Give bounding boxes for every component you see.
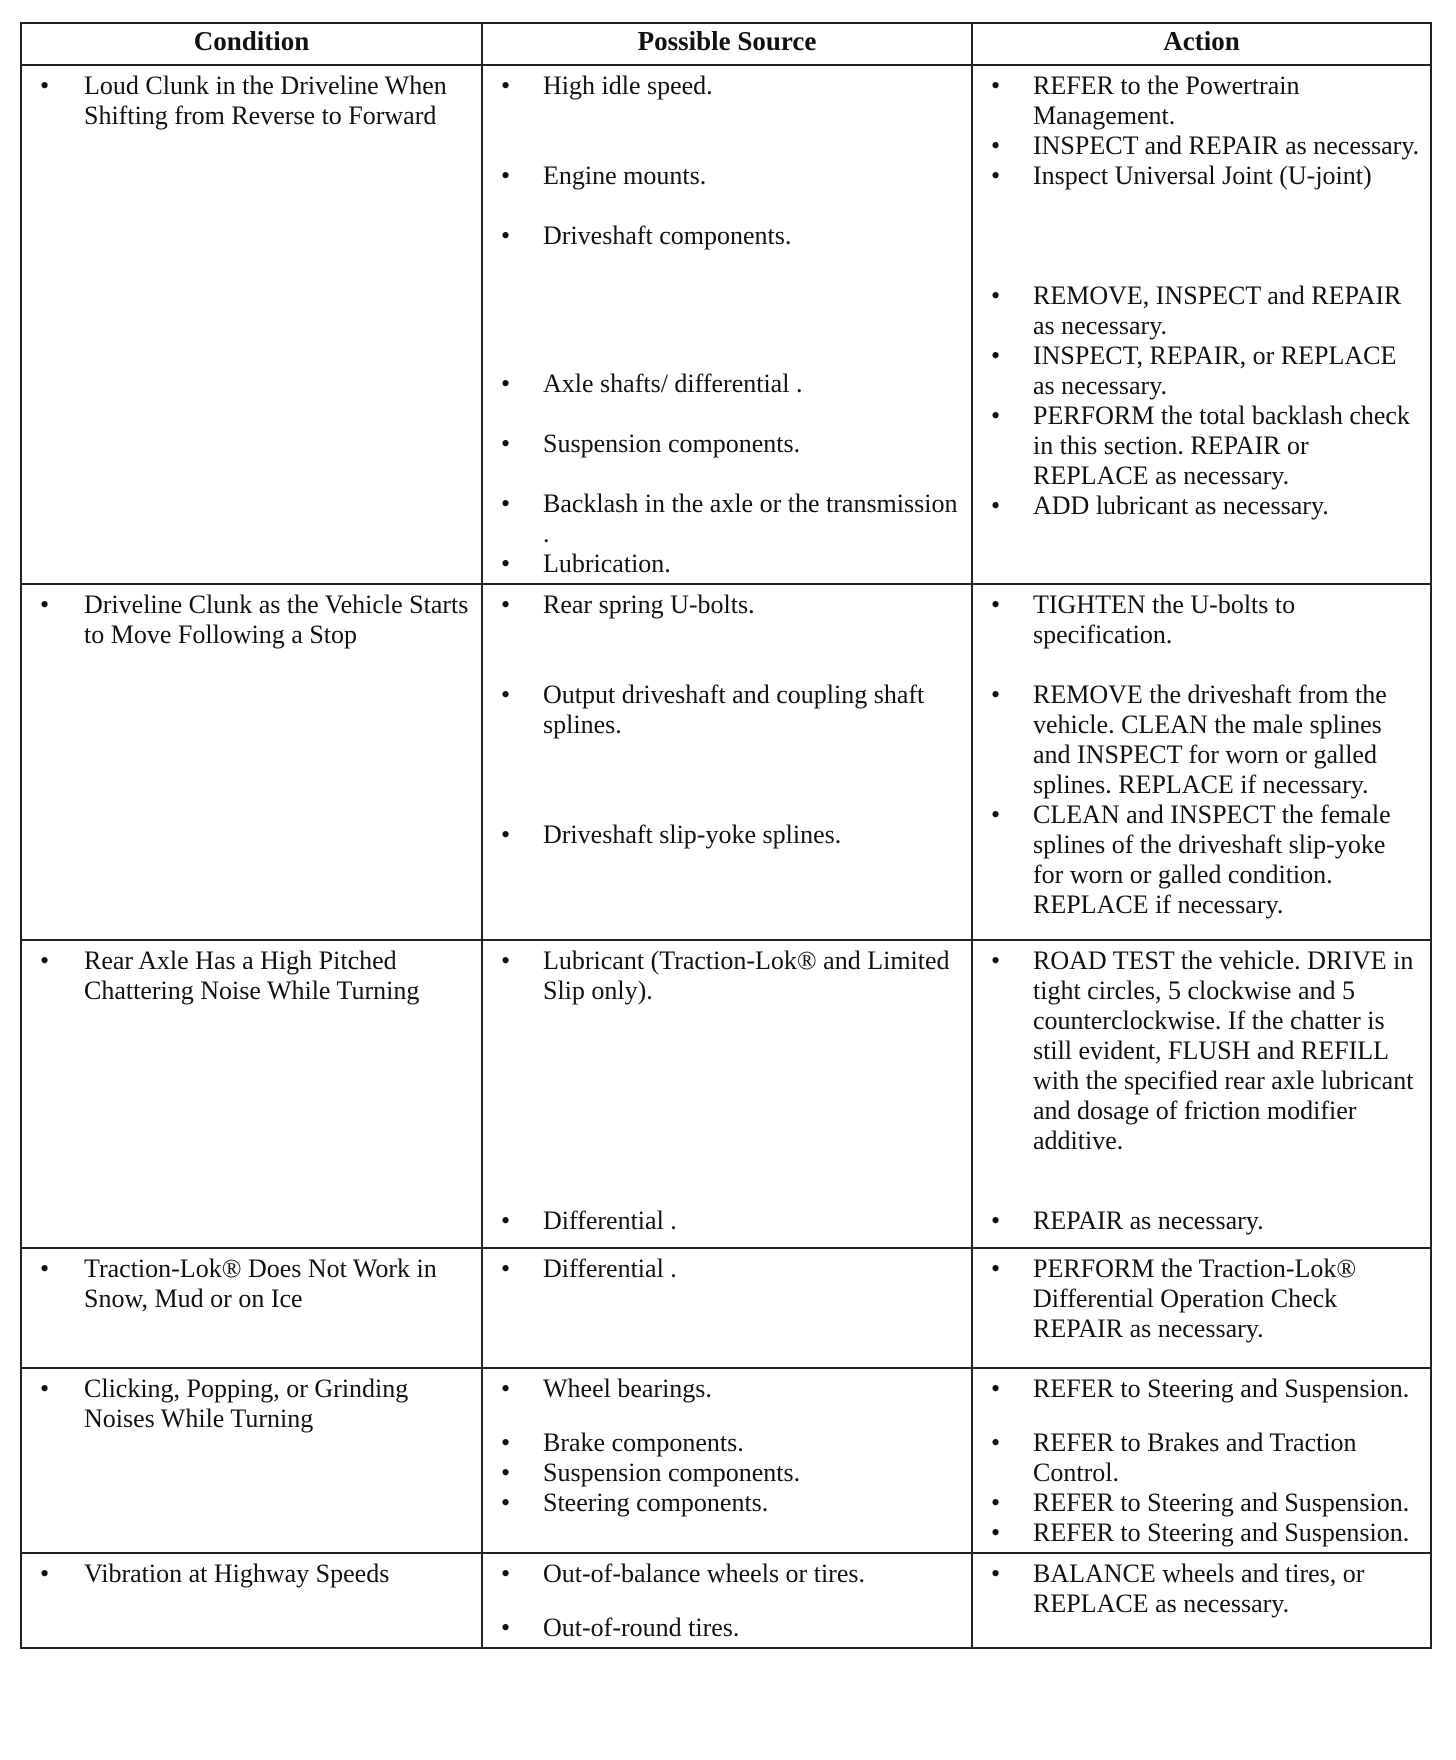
action-item: • ROAD TEST the vehicle. DRIVE in tight circles, 5 clockwise and 5 counterclockwise. If the chatter is still evident, FLUSH and REFILL with the specified rear axle lubricant and dosage of friction modifier additive. — [987, 946, 1420, 1156]
source-cell — [482, 1553, 972, 1648]
action-item: • PERFORM the Traction-Lok® Differential Operation Check REPAIR as necessary. — [987, 1254, 1420, 1344]
action-item: • PERFORM the total backlash check in this section. REPAIR or REPLACE as necessary. — [987, 401, 1420, 491]
header-row — [21, 23, 1431, 65]
source-item: • Axle shafts/ differential . — [497, 369, 961, 399]
table-row — [21, 1553, 1431, 1648]
source-item: • Brake components. — [497, 1428, 961, 1458]
action-cell — [972, 65, 1431, 584]
condition-text: • Clicking, Popping, or Grinding Noises While Turning — [36, 1374, 471, 1434]
action-cell — [972, 1553, 1431, 1648]
source-item: • Rear spring U-bolts. — [497, 590, 961, 620]
condition-cell — [21, 1368, 482, 1553]
table-row — [21, 940, 1431, 1248]
table-row — [21, 1368, 1431, 1553]
condition-cell — [21, 940, 482, 1248]
table-row — [21, 1248, 1431, 1368]
source-item: • High idle speed. — [497, 71, 961, 101]
source-item: • Engine mounts. — [497, 161, 961, 191]
action-cell — [972, 584, 1431, 940]
action-item: • BALANCE wheels and tires, or REPLACE as necessary. — [987, 1559, 1420, 1619]
action-item: • REFER to Steering and Suspension. — [987, 1488, 1420, 1518]
action-item: • REFER to Brakes and Traction Control. — [987, 1428, 1420, 1488]
condition-text: • Vibration at Highway Speeds — [36, 1559, 471, 1589]
action-item: • REFER to Steering and Suspension. — [987, 1518, 1420, 1548]
source-item: • Suspension components. — [497, 429, 961, 459]
action-cell — [972, 1368, 1431, 1553]
source-item: • Steering components. — [497, 1488, 961, 1518]
condition-cell — [21, 584, 482, 940]
source-item: • Lubricant (Traction-Lok® and Limited Slip only). — [497, 946, 961, 1006]
source-cell — [482, 65, 972, 584]
source-item: • Lubrication. — [497, 549, 961, 579]
action-cell — [972, 1248, 1431, 1368]
source-item: • Wheel bearings. — [497, 1374, 961, 1404]
action-item: • REFER to the Powertrain Management. — [987, 71, 1420, 131]
source-cell — [482, 1248, 972, 1368]
source-item: • Driveshaft components. — [497, 221, 961, 251]
action-item: • Inspect Universal Joint (U-joint) — [987, 161, 1420, 191]
header-possible-source: Possible Source — [482, 23, 972, 65]
action-item: • REMOVE the driveshaft from the vehicle. CLEAN the male splines and INSPECT for worn or galled splines. REPLACE if necessary. — [987, 680, 1420, 800]
action-item: • REPAIR as necessary. — [987, 1206, 1420, 1236]
header-condition: Condition — [21, 23, 482, 65]
condition-text: • Driveline Clunk as the Vehicle Starts to Move Following a Stop — [36, 590, 471, 650]
action-item: • TIGHTEN the U-bolts to specification. — [987, 590, 1420, 650]
source-item: • Differential . — [497, 1206, 961, 1236]
condition-cell — [21, 1553, 482, 1648]
header-action: Action — [972, 23, 1431, 65]
table-row — [21, 584, 1431, 940]
source-cell — [482, 940, 972, 1248]
source-item: • Driveshaft slip-yoke splines. — [497, 820, 961, 850]
table-row — [21, 65, 1431, 584]
action-item: • REMOVE, INSPECT and REPAIR as necessary. — [987, 281, 1420, 341]
source-cell — [482, 584, 972, 940]
action-item: • CLEAN and INSPECT the female splines of the driveshaft slip-yoke for worn or galled condition. REPLACE if necessary. — [987, 800, 1420, 920]
source-cell — [482, 1368, 972, 1553]
source-item: • Out-of-round tires. — [497, 1613, 961, 1643]
source-item: • Backlash in the axle or the transmission . — [497, 489, 961, 549]
source-item: • Suspension components. — [497, 1458, 961, 1488]
action-item: • REFER to Steering and Suspension. — [987, 1374, 1420, 1404]
condition-text: • Traction-Lok® Does Not Work in Snow, Mud or on Ice — [36, 1254, 471, 1314]
source-item: • Out-of-balance wheels or tires. — [497, 1559, 961, 1589]
diagnosis-table — [20, 22, 1432, 1649]
action-cell — [972, 940, 1431, 1248]
condition-cell — [21, 65, 482, 584]
condition-text: • Loud Clunk in the Driveline When Shifting from Reverse to Forward — [36, 71, 471, 131]
source-item: • Output driveshaft and coupling shaft splines. — [497, 680, 961, 740]
action-item: • ADD lubricant as necessary. — [987, 491, 1420, 521]
source-item: • Differential . — [497, 1254, 961, 1284]
action-item: • INSPECT and REPAIR as necessary. — [987, 131, 1420, 161]
condition-cell — [21, 1248, 482, 1368]
condition-text: • Rear Axle Has a High Pitched Chattering Noise While Turning — [36, 946, 471, 1006]
action-item: • INSPECT, REPAIR, or REPLACE as necessary. — [987, 341, 1420, 401]
